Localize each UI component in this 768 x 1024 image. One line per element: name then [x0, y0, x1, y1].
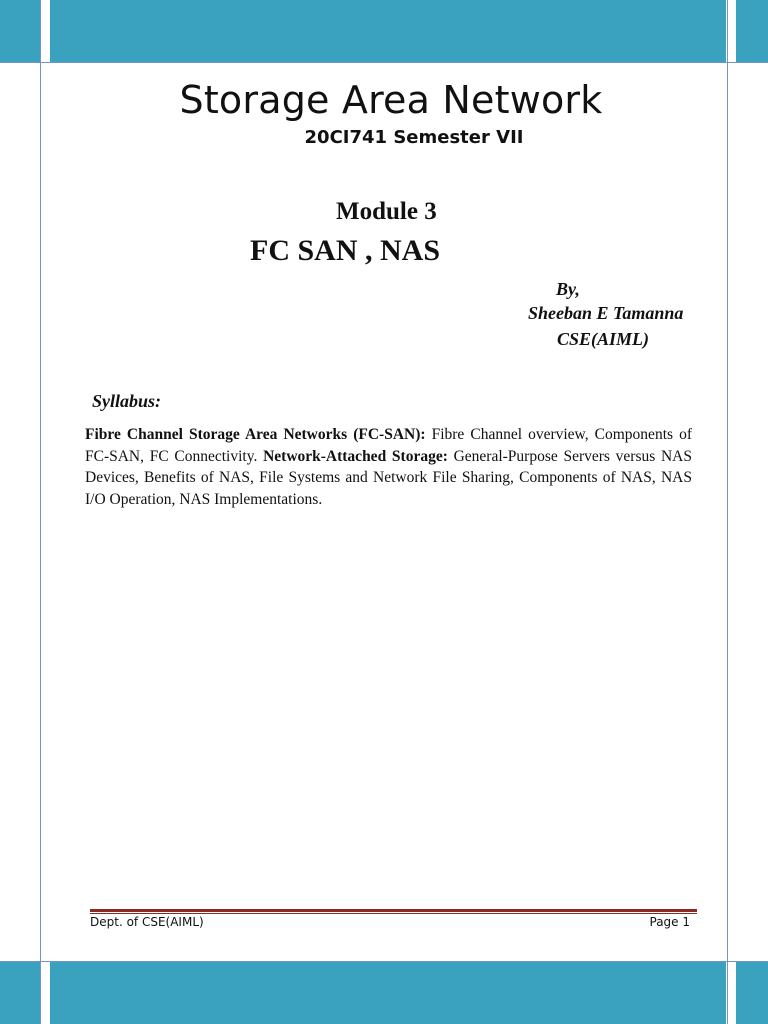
- border-band-top-right: [736, 0, 768, 62]
- border-band-bottom-right: [736, 962, 768, 1024]
- border-line-bottom: [0, 961, 768, 962]
- footer-page-number: Page 1: [649, 915, 690, 929]
- border-line-right: [727, 0, 728, 1024]
- syllabus-text: [85, 424, 692, 510]
- document-title: Storage Area Network: [179, 78, 603, 122]
- author-by: By,: [556, 279, 580, 299]
- syllabus-part1-text: Fibre Channel overview, Components of FC-SAN, FC Connectivity.: [85, 426, 692, 465]
- module-topics: FC SAN , NAS: [250, 234, 441, 267]
- document-subtitle: 20CI741 Semester VII: [304, 127, 524, 148]
- footer-department: Dept. of CSE(AIML): [90, 915, 204, 929]
- border-band-top-left: [0, 0, 40, 62]
- border-line-left: [40, 0, 41, 1024]
- footer-rule: [90, 909, 697, 912]
- author-name: Sheeban E Tamanna: [528, 303, 684, 323]
- syllabus-part2-text: General-Purpose Servers versus NAS Devices, Benefits of NAS, File Systems and Network File Sharing, Components of NAS, NAS I/O Operation, NAS Implementations.: [85, 447, 692, 508]
- border-band-bottom: [50, 962, 726, 1024]
- border-line-top: [0, 62, 768, 63]
- border-band-top: [50, 0, 726, 62]
- syllabus-part1-title: Fibre Channel Storage Area Networks (FC-SAN):: [85, 426, 426, 443]
- module-heading: Module 3: [336, 198, 437, 225]
- syllabus-part2-title: Network-Attached Storage:: [263, 447, 448, 465]
- footer-rule-thin: [90, 913, 697, 914]
- border-band-bottom-left: [0, 962, 40, 1024]
- author-department: CSE(AIML): [557, 329, 650, 349]
- syllabus-heading: Syllabus:: [92, 391, 162, 411]
